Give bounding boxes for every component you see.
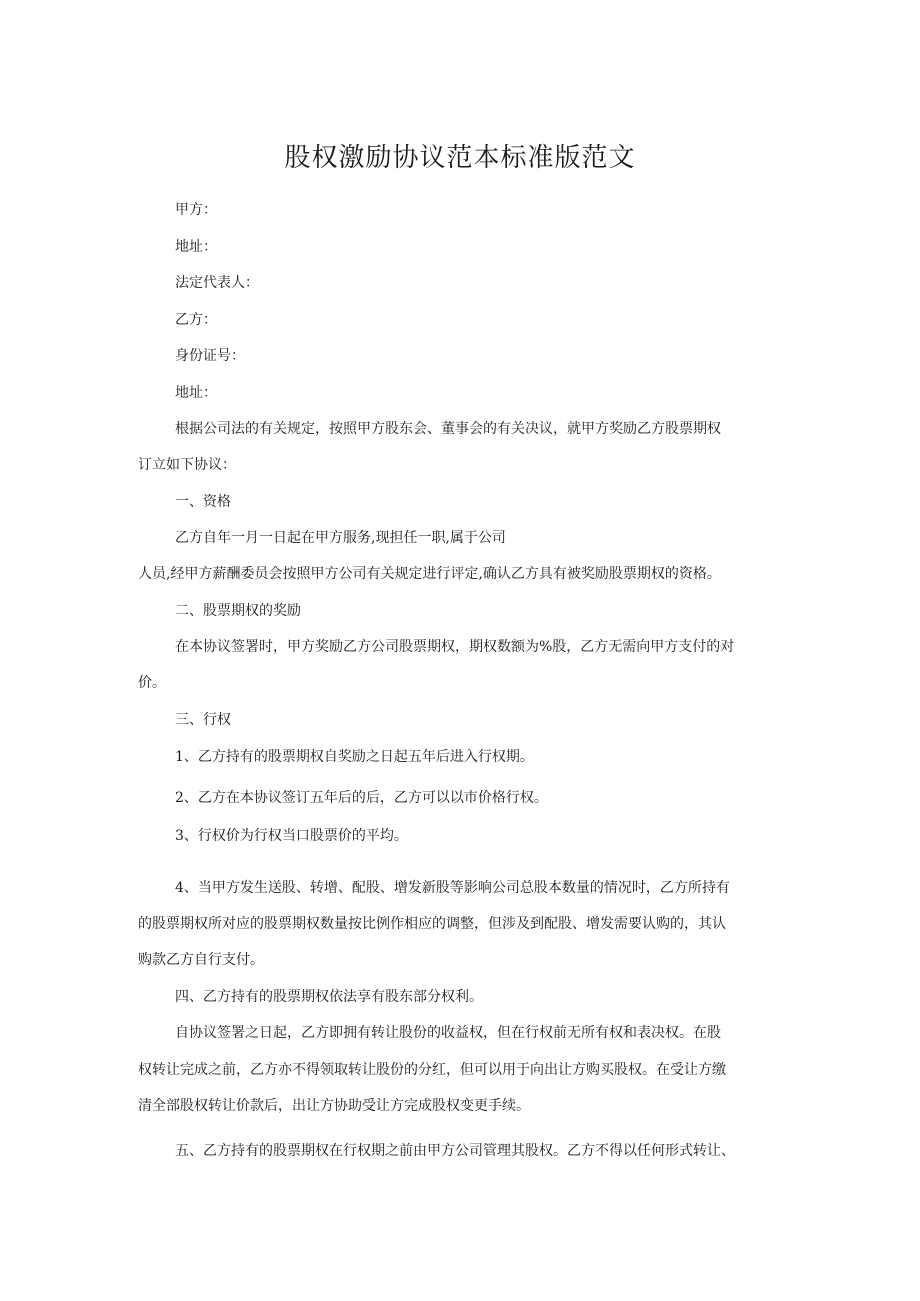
section-heading-award: 二、股票期权的奖励	[175, 603, 301, 619]
preamble-line-1: 根据公司法的有关规定，按照甲方股东会、董事会的有关决议，就甲方奖励乙方股票期权	[175, 421, 721, 437]
section-heading-exercise: 三、行权	[175, 712, 231, 728]
section-heading-management: 五、乙方持有的股票期权在行权期之前由甲方公司管理其股权。乙方不得以任何形式转让、	[175, 1143, 735, 1159]
preamble-line-2: 订立如下协议：	[138, 457, 236, 473]
exercise-item-2: 2、乙方在本协议签订五年后的后，乙方可以以市价格行权。	[175, 790, 548, 806]
exercise-item-4-line-2: 的股票期权所对应的股票期权数量按比例作相应的调整，但涉及到配股、增发需要认购的，其认	[138, 916, 726, 932]
party-b-address-label: 地址：	[175, 385, 217, 401]
award-line-2: 价。	[138, 675, 166, 691]
qualification-line-2: 人员,经甲方薪酬委员会按照甲方公司有关规定进行评定,确认乙方具有被奖励股票期权的资格。	[138, 566, 721, 582]
party-a-address-label: 地址：	[175, 239, 217, 255]
exercise-item-4-line-3: 购款乙方自行支付。	[138, 952, 264, 968]
exercise-item-4-line-1: 4、当甲方发生送股、转增、配股、增发新股等影响公司总股本数量的情况时，乙方所持有	[175, 880, 730, 896]
section-heading-qualification: 一、资格	[175, 494, 231, 510]
party-b-label: 乙方：	[175, 312, 217, 328]
exercise-item-1: 1、乙方持有的股票期权自奖励之日起五年后进入行权期。	[175, 749, 534, 765]
exercise-item-3: 3、行权价为行权当口股票价的平均。	[175, 828, 408, 844]
award-line-1: 在本协议签署时，甲方奖励乙方公司股票期权，期权数额为%股，乙方无需向甲方支付的对	[175, 639, 735, 655]
section-heading-shareholder-rights: 四、乙方持有的股票期权依法享有股东部分权利。	[175, 989, 483, 1005]
legal-representative-label: 法定代表人：	[175, 275, 259, 291]
qualification-line-1: 乙方自年一月一日起在甲方服务,现担任一职,属于公司	[175, 530, 506, 546]
rights-line-1: 自协议签署之日起，乙方即拥有转让股份的收益权，但在行权前无所有权和表决权。在股	[175, 1025, 721, 1041]
document-title: 股权激励协议范本标准版范文	[284, 143, 636, 173]
rights-line-2: 权转让完成之前，乙方亦不得领取转让股份的分红，但可以用于向出让方购买股权。在受让方缴	[138, 1062, 726, 1078]
rights-line-3: 清全部股权转让价款后，出让方协助受让方完成股权变更手续。	[138, 1098, 530, 1114]
id-number-label: 身份证号：	[175, 348, 245, 364]
party-a-label: 甲方：	[175, 202, 217, 218]
